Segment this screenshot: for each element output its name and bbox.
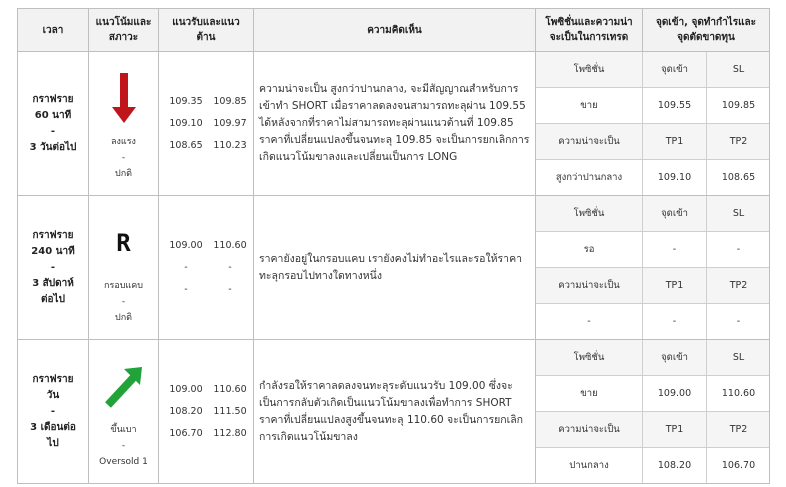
position-grid [536, 52, 770, 195]
grid-label: ความน่าจะเป็น [536, 124, 643, 160]
grid-label: ขาย [536, 88, 643, 124]
grid-row [536, 52, 770, 88]
sr-level-row [159, 235, 253, 257]
table-row [18, 340, 770, 484]
grid-label: โพซิชั่น [536, 340, 643, 376]
grid-value: 108.65 [721, 172, 756, 183]
comment-cell: ราคายังอยู่ในกรอบแคบ เรายังคงไม่ทำอะไรและรอให้ราคาทะลุกรอบไปทางใดทางหนึ่ง [254, 196, 536, 340]
header-support-resistance: แนวรับและแนว ต้าน [159, 9, 254, 52]
trend-cell [89, 340, 159, 484]
trade-signal-table [17, 8, 770, 484]
sr-level-row [159, 135, 253, 157]
position-grid [536, 196, 770, 339]
trend-cell [89, 52, 159, 196]
resistance-level: 109.85 [213, 96, 247, 107]
grid-label: รอ [536, 232, 643, 268]
trend-status: ลงแรง - ปกติ [111, 136, 136, 179]
grid-value: - [707, 232, 771, 268]
resistance-level: 109.97 [213, 118, 247, 129]
sr-level-row [159, 279, 253, 301]
grid-label: สูงกว่าปานกลาง [536, 160, 643, 196]
grid-value: 108.20 [643, 448, 707, 484]
header-time: เวลา [18, 9, 89, 52]
resistance-level: - [228, 262, 232, 273]
grid-value: SL [707, 340, 771, 376]
timeframe-label: กราฟราย 240 นาที - 3 สัปดาห์ ต่อไป [31, 229, 75, 305]
grid-value: TP1 [643, 268, 707, 304]
sr-level-row [159, 379, 253, 401]
trend-cell [89, 196, 159, 340]
table-row [18, 196, 770, 340]
grid-row [536, 124, 770, 160]
grid-value: - [643, 304, 707, 340]
grid-value: 106.70 [721, 460, 756, 471]
grid-row [536, 304, 770, 340]
grid-label: - [536, 304, 643, 340]
grid-value: จุดเข้า [643, 52, 707, 88]
range-r-icon: R [116, 228, 131, 257]
position-grid-cell [536, 196, 770, 340]
grid-row [536, 412, 770, 448]
grid-label: โพซิชั่น [536, 52, 643, 88]
grid-value: 109.55 [643, 88, 707, 124]
grid-row [536, 88, 770, 124]
grid-label: ความน่าจะเป็น [536, 268, 643, 304]
resistance-level: 110.60 [213, 384, 247, 395]
support-resistance-cell [159, 52, 254, 196]
grid-value: TP2 [707, 268, 771, 304]
support-level: 109.00 [169, 240, 203, 251]
support-resistance-cell [159, 196, 254, 340]
grid-value: 109.10 [643, 160, 707, 196]
grid-value: TP2 [707, 412, 771, 448]
position-grid-cell [536, 52, 770, 196]
grid-label: โพซิชั่น [536, 196, 643, 232]
support-level: 109.35 [169, 96, 203, 107]
trend-status: ขึ้นเบา - Oversold 1 [99, 424, 148, 467]
grid-value: 109.85 [707, 88, 771, 124]
resistance-level: 112.80 [213, 428, 247, 439]
grid-label: ขาย [536, 376, 643, 412]
grid-value: TP2 [707, 124, 771, 160]
timeframe-cell [18, 52, 89, 196]
sr-level-row [159, 401, 253, 423]
grid-label: ความน่าจะเป็น [536, 412, 643, 448]
grid-row [536, 196, 770, 232]
header-position: โพซิชั่นและความน่า จะเป็นในการเทรด [536, 9, 643, 52]
grid-value: จุดเข้า [643, 196, 707, 232]
resistance-level: 110.60 [213, 240, 247, 251]
grid-label: ปานกลาง [536, 448, 643, 484]
resistance-level: - [228, 284, 232, 295]
grid-value: 110.60 [707, 376, 771, 412]
support-level: 106.70 [169, 428, 203, 439]
timeframe-cell [18, 196, 89, 340]
table-row [18, 52, 770, 196]
down-arrow-icon [89, 66, 158, 132]
support-level: 109.10 [169, 118, 203, 129]
header-entry: จุดเข้า, จุดทำกำไรและ จุดตัดขาดทุน [643, 9, 770, 52]
grid-value: TP1 [643, 412, 707, 448]
comment-cell: ความน่าจะเป็น สูงกว่าปานกลาง, จะมีสัญญาณสำหรับการเข้าทำ SHORT เมื่อราคาลดลงจนสามารถทะลุผ่าน 109.55 ได้หลังจากที่ราคาไม่สามารถทะลุผ่านแนวต้านที่ 109.85 ราคาที่เปลี่ยนแปลงขึ้นจนทะลุ 109.85 จะเป็นการยกเลิกการเกิดแนวโน้มขาลงและเปลี่ยนเป็นการ LONG [254, 52, 536, 196]
support-level: 108.20 [169, 406, 203, 417]
grid-value: - [736, 316, 741, 327]
timeframe-label: กราฟราย วัน - 3 เดือนต่อ ไป [30, 373, 76, 449]
comment-cell: กำลังรอให้ราคาลดลงจนทะลุระดับแนวรับ 109.00 ซึ่งจะเป็นการกลับตัวเกิดเป็นแนวโน้มขาลงเพื่อทำการ SHORT ราคาที่เปลี่ยนแปลงสูงขึ้นจนทะลุ 110.60 จะเป็นการยกเลิกการเกิดแนวโน้มขาลง [254, 340, 536, 484]
grid-row [536, 160, 770, 196]
grid-row [536, 340, 770, 376]
support-resistance-cell [159, 340, 254, 484]
trend-status: กรอบแคบ - ปกติ [104, 280, 143, 323]
grid-row [536, 448, 770, 484]
timeframe-cell [18, 340, 89, 484]
grid-row [536, 376, 770, 412]
grid-value: - [643, 232, 707, 268]
support-level: - [184, 262, 188, 273]
header-row [18, 9, 770, 52]
sr-level-row [159, 113, 253, 135]
up-arrow-icon [89, 354, 158, 420]
grid-value: 109.00 [643, 376, 707, 412]
grid-value: SL [707, 52, 771, 88]
support-level: - [184, 284, 188, 295]
position-grid-cell [536, 340, 770, 484]
grid-row [536, 268, 770, 304]
grid-row [536, 232, 770, 268]
resistance-level: 110.23 [213, 140, 247, 151]
grid-value: TP1 [643, 124, 707, 160]
header-trend: แนวโน้มและ สภาวะ [89, 9, 159, 52]
support-level: 108.65 [169, 140, 203, 151]
sr-level-row [159, 91, 253, 113]
grid-value: SL [707, 196, 771, 232]
sr-level-row [159, 423, 253, 445]
resistance-level: 111.50 [213, 406, 247, 417]
position-grid [536, 340, 770, 483]
support-level: 109.00 [169, 384, 203, 395]
header-comment: ความคิดเห็น [254, 9, 536, 52]
timeframe-label: กราฟราย 60 นาที - 3 วันต่อไป [29, 93, 77, 153]
grid-value: จุดเข้า [643, 340, 707, 376]
sr-level-row [159, 257, 253, 279]
